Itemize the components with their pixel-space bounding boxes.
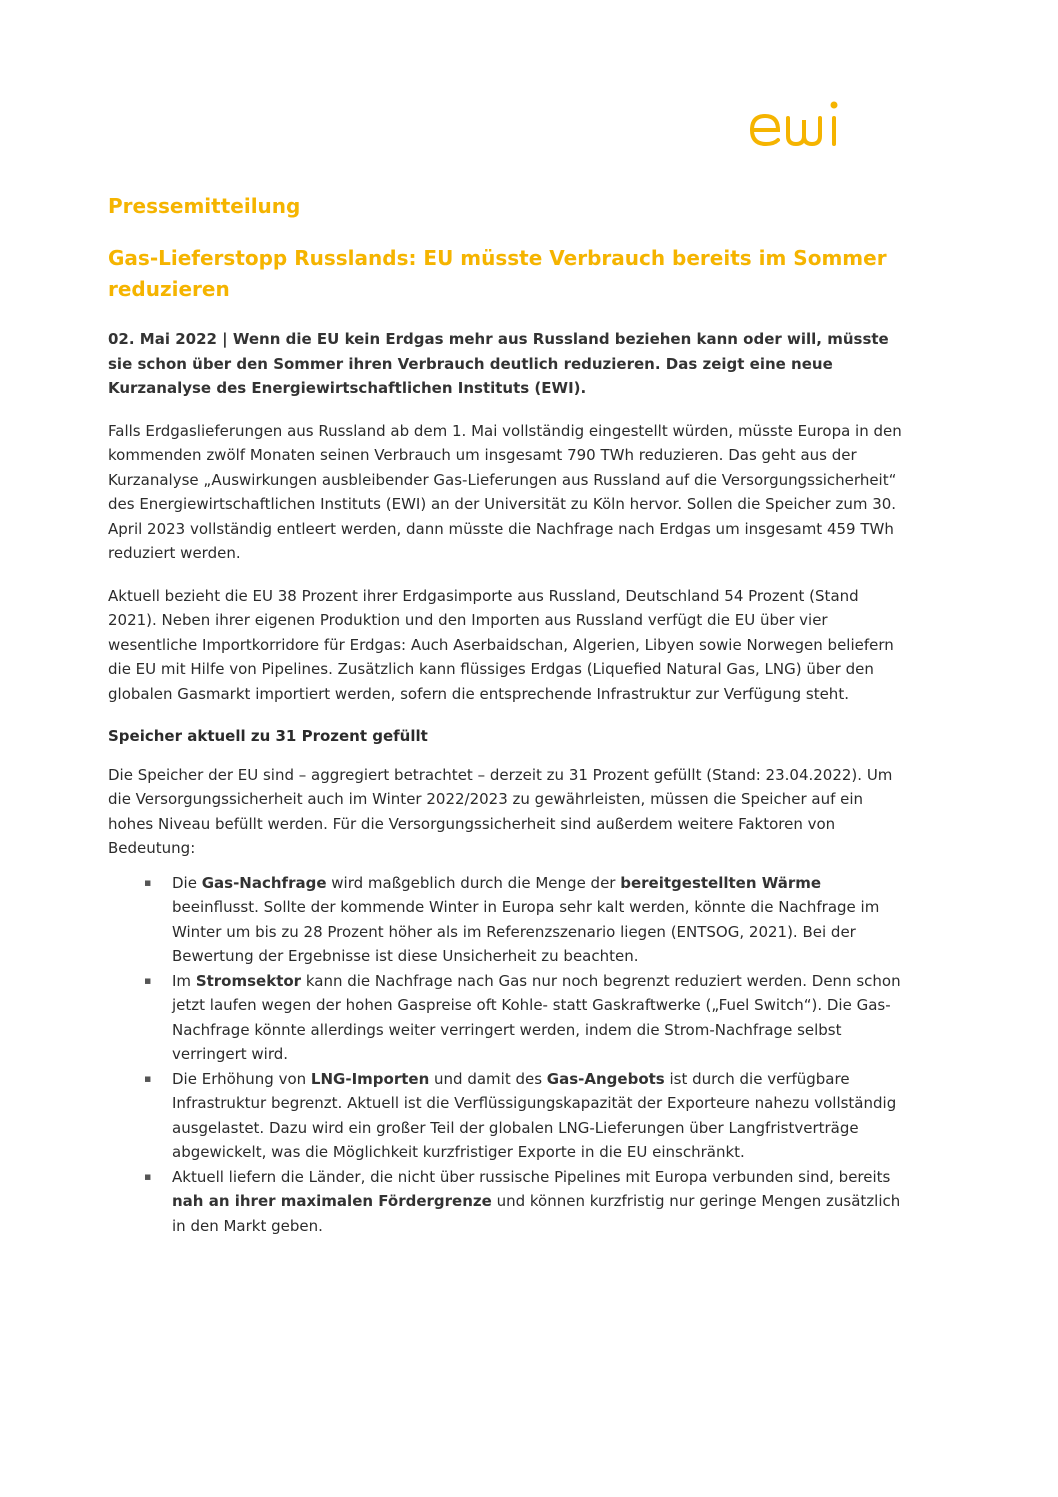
bullet-marker-icon: ▪ — [144, 973, 152, 987]
headline: Gas-Lieferstopp Russlands: EU müsste Verbrauch bereits im Sommer reduzieren — [108, 246, 887, 301]
press-release — [108, 190, 908, 1238]
bullet-marker-icon: ▪ — [144, 1169, 152, 1183]
list-item: ▪ Aktuell liefern die Länder, die nicht über russische Pipelines mit Europa verbunden sind, bereits nah an ihrer maximalen Fördergrenze und können kurzfristig nur geringe Mengen zusätzlich in den Markt geben. — [108, 1165, 908, 1239]
lead-paragraph: 02. Mai 2022 | Wenn die EU kein Erdgas mehr aus Russland beziehen kann oder will, müsste sie schon über den Sommer ihren Verbrauch deutlich reduzieren. Das zeigt eine neue Kurzanalyse des Energiewirtschaftlichen Instituts (EWI). — [108, 330, 889, 397]
section-subheading: Speicher aktuell zu 31 Prozent gefüllt — [108, 727, 428, 745]
body-paragraph: Aktuell bezieht die EU 38 Prozent ihrer Erdgasimporte aus Russland, Deutschland 54 Prozent (Stand 2021). Neben ihrer eigenen Produktion und den Importen aus Russland verfügt die EU über vier wesentliche Importkorridore für Erdgas: Auch Aserbaidschan, Algerien, Libyen sowie Norwegen beliefern die EU mit Hilfe von Pipelines. Zusätzlich kann flüssiges Erdgas (Liquefied Natural Gas, LNG) über den globalen Gasmarkt importiert werden, sofern die entsprechende Infrastruktur zur Verfügung steht. — [108, 586, 894, 703]
bullet-marker-icon: ▪ — [144, 875, 152, 889]
body-paragraph: Die Speicher der EU sind – aggregiert betrachtet – derzeit zu 31 Prozent gefüllt (Stand: 23.04.2022). Um die Versorgungssicherheit auch im Winter 2022/2023 zu gewährleisten, müssen die Speicher auf ein hohes Niveau befüllt werden. Für die Versorgungssicherheit sind außerdem weitere Faktoren von Bedeutung: — [108, 765, 893, 857]
bullet-list — [108, 871, 908, 1239]
list-item: ▪ Die Erhöhung von LNG-Importen und damit des Gas-Angebots ist durch die verfügbare Infrastruktur begrenzt. Aktuell ist die Verflüssigungskapazität der Exporteure nahezu vollständig ausgelastet. Dazu wird ein großer Teil der globalen LNG-Lieferungen über Langfristverträge abgewickelt, was die Möglichkeit kurzfristiger Exporte in die EU einschränkt. — [108, 1067, 908, 1165]
list-item: ▪ Im Stromsektor kann die Nachfrage nach Gas nur noch begrenzt reduziert werden. Denn schon jetzt laufen wegen der hohen Gaspreise oft Kohle- statt Gaskraftwerke („Fuel Switch“). Die Gas-Nachfrage könnte allerdings weiter verringert werden, indem die Strom-Nachfrage selbst verringert wird. — [108, 969, 908, 1067]
ewi-logo — [748, 98, 868, 150]
document-label: Pressemitteilung — [108, 194, 301, 218]
body-paragraph: Falls Erdgaslieferungen aus Russland ab dem 1. Mai vollständig eingestellt würden, müsste Europa in den kommenden zwölf Monaten seinen Verbrauch um insgesamt 790 TWh reduzieren. Das geht aus der Kurzanalyse „Auswirkungen ausbleibender Gas-Lieferungen aus Russland auf die Versorgungssicherheit“ des Energiewirtschaftlichen Instituts (EWI) an der Universität zu Köln hervor. Sollen die Speicher zum 30. April 2023 vollständig entleert werden, dann müsste die Nachfrage nach Erdgas um insgesamt 459 TWh reduziert werden. — [108, 421, 902, 562]
bullet-marker-icon: ▪ — [144, 1071, 152, 1085]
list-item: ▪ Die Gas-Nachfrage wird maßgeblich durch die Menge der bereitgestellten Wärme beeinflusst. Sollte der kommende Winter in Europa sehr kalt werden, könnte die Nachfrage im Winter um bis zu 28 Prozent höher als im Referenzszenario liegen (ENTSOG, 2021). Bei der Bewertung der Ergebnisse ist diese Unsicherheit zu beachten. — [108, 871, 908, 969]
